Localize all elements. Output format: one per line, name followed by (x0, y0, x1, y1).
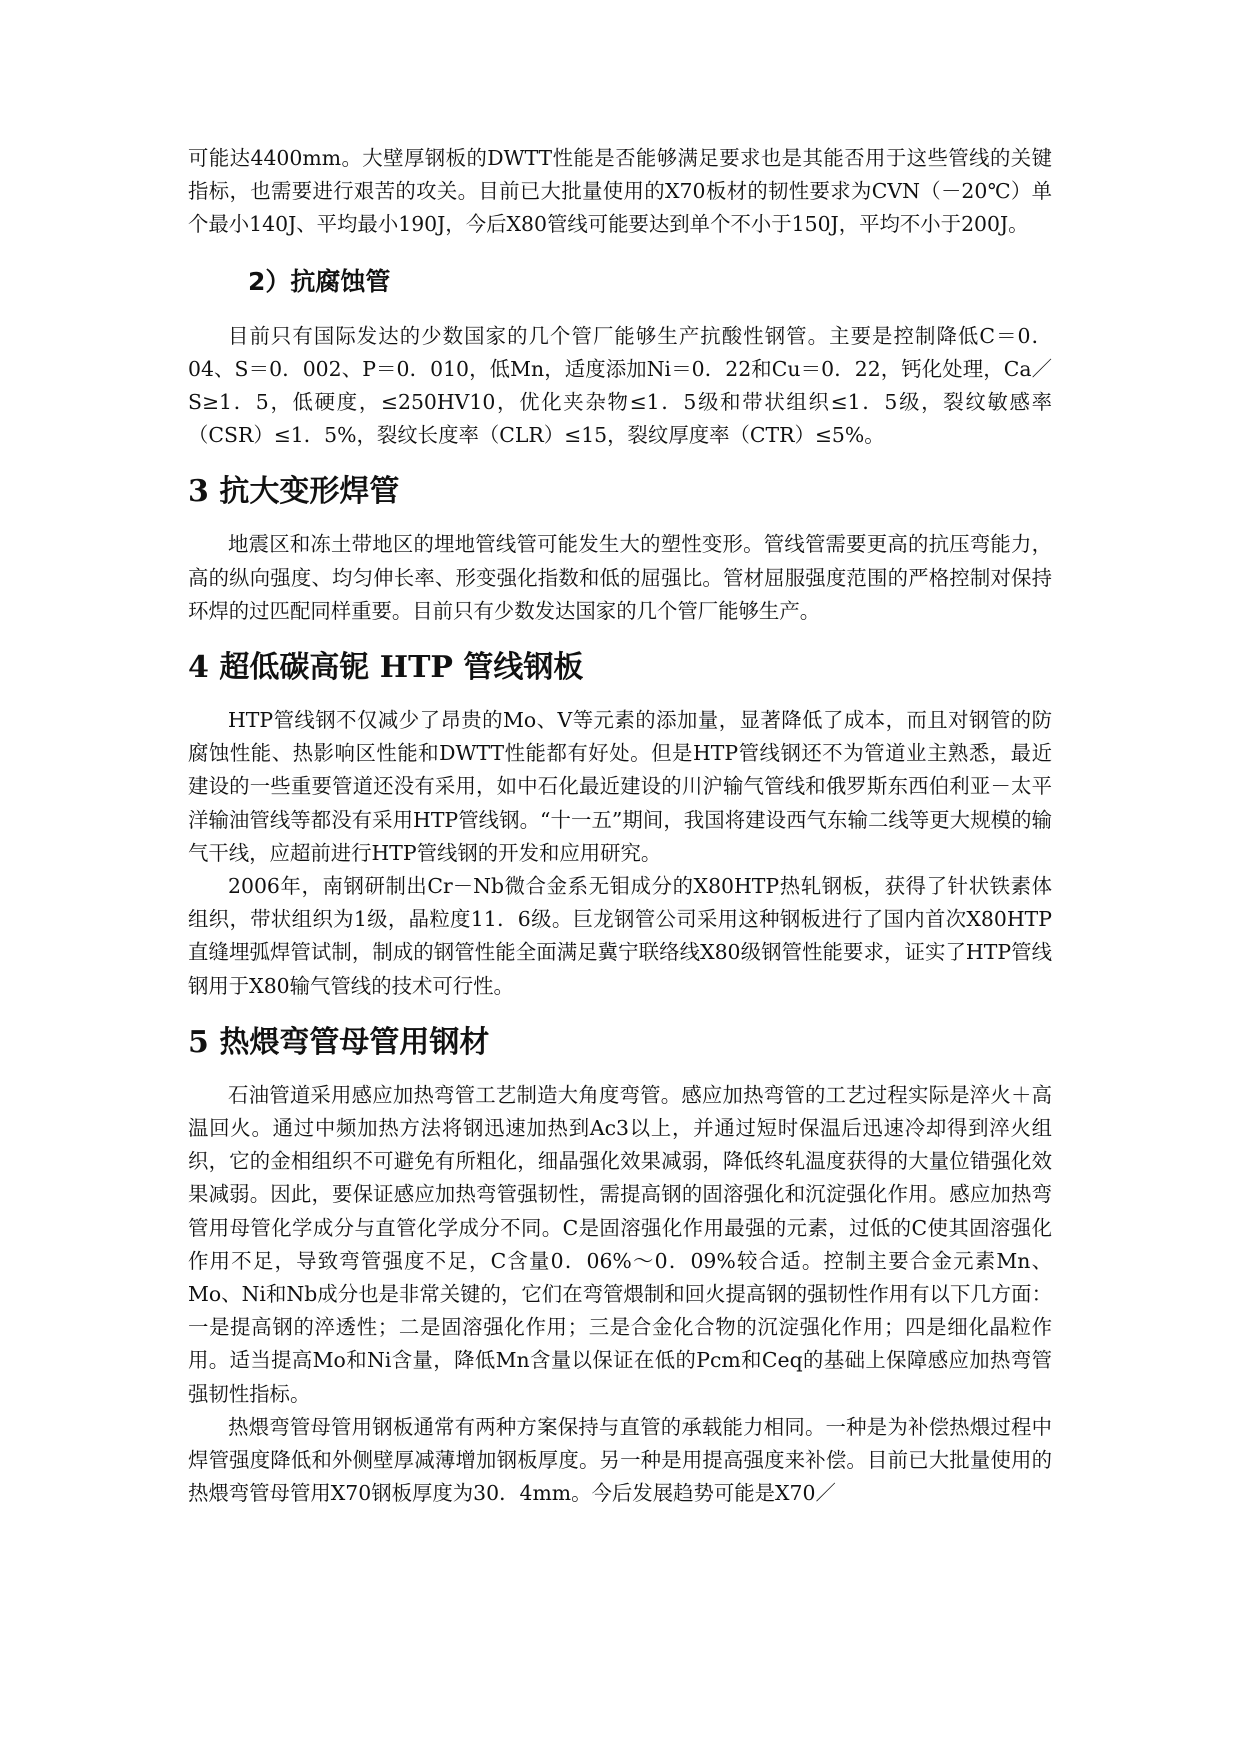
paragraph-htp-1: HTP管线钢不仅减少了昂贵的Mo、V等元素的添加量，显著降低了成本，而且对钢管的防腐蚀性能、热影响区性能和DWTT性能都有好处。但是HTP管线钢还不为管道业主熟悉，最近建设的一些重要管道还没有采用，如中石化最近建设的川沪输气管线和俄罗斯东西伯利亚－太平洋输油管线等都没有采用HTP管线钢。“十一五”期间，我国将建设西气东输二线等更大规模的输气干线，应超前进行HTP管线钢的开发和应用研究。 (188, 708, 1052, 865)
paragraph-htp-2: 2006年，南钢研制出Cr－Nb微合金系无钼成分的X80HTP热轧钢板，获得了针状铁素体组织，带状组织为1级，晶粒度11．6级。巨龙钢管公司采用这种钢板进行了国内首次X80HTP直缝埋弧焊管试制，制成的钢管性能全面满足冀宁联络线X80级钢管性能要求，证实了HTP管线钢用于X80输气管线的技术可行性。 (188, 874, 1052, 998)
paragraph-corrosion-resistant: 目前只有国际发达的少数国家的几个管厂能够生产抗酸性钢管。主要是控制降低C＝0．04、S＝0．002、P＝0．010，低Mn，适度添加Ni＝0．22和Cu＝0．22，钙化处理，Ca／S≥1．5，低硬度，≤250HV10，优化夹杂物≤1．5级和带状组织≤1．5级，裂纹敏感率（CSR）≤1．5%，裂纹长度率（CLR）≤15，裂纹厚度率（CTR）≤5%。 (188, 323, 1052, 448)
paragraph-continued: 可能达4400mm。大壁厚钢板的DWTT性能是否能够满足要求也是其能否用于这些管线的关键指标，也需要进行艰苦的攻关。目前已大批量使用的X70板材的韧性要求为CVN（－20℃）单个最小140J、平均最小190J，今后X80管线可能要达到单个不小于150J，平均不小于200J。 (188, 146, 1052, 237)
paragraph-bend-1: 石油管道采用感应加热弯管工艺制造大角度弯管。感应加热弯管的工艺过程实际是淬火＋高温回火。通过中频加热方法将钢迅速加热到Ac3以上，并通过短时保温后迅速冷却得到淬火组织，它的金相组织不可避免有所粗化，细晶强化效果减弱，降低终轧温度获得的大量位错强化效果减弱。因此，要保证感应加热弯管强韧性，需提高钢的固溶强化和沉淀强化作用。感应加热弯管用母管化学成分与直管化学成分不同。C是固溶强化作用最强的元素，过低的C使其固溶强化作用不足，导致弯管强度不足，C含量0．06%～0．09%较合适。控制主要合金元素Mn、Mo、Ni和Nb成分也是非常关键的，它们在弯管煨制和回火提高钢的强韧性作用有以下几方面：一是提高钢的淬透性；二是固溶强化作用；三是合金化合物的沉淀强化作用；四是细化晶粒作用。适当提高Mo和Ni含量，降低Mn含量以保证在低的Pcm和Ceq的基础上保障感应加热弯管强韧性指标。 (188, 1082, 1052, 1406)
paragraph-large-deformation: 地震区和冻土带地区的埋地管线管可能发生大的塑性变形。管线管需要更高的抗压弯能力，高的纵向强度、均匀伸长率、形变强化指数和低的屈强比。管材屈服强度范围的严格控制对保持环焊的过匹配同样重要。目前只有少数发达国家的几个管厂能够生产。 (188, 532, 1052, 623)
section-5-heading: 5 热煨弯管母管用钢材 (188, 1024, 490, 1060)
document-page (188, 142, 1052, 1511)
section-4-heading: 4 超低碳高铌 HTP 管线钢板 (188, 650, 584, 686)
section-3-heading: 3 抗大变形焊管 (188, 474, 400, 510)
paragraph-bend-2: 热煨弯管母管用钢板通常有两种方案保持与直管的承载能力相同。一种是为补偿热煨过程中焊管强度降低和外侧壁厚减薄增加钢板厚度。另一种是用提高强度来补偿。目前已大批量使用的热煨弯管母管用X70钢板厚度为30．4mm。今后发展趋势可能是X70／ (188, 1414, 1052, 1506)
subsection-2-heading: 2）抗腐蚀管 (248, 266, 391, 296)
